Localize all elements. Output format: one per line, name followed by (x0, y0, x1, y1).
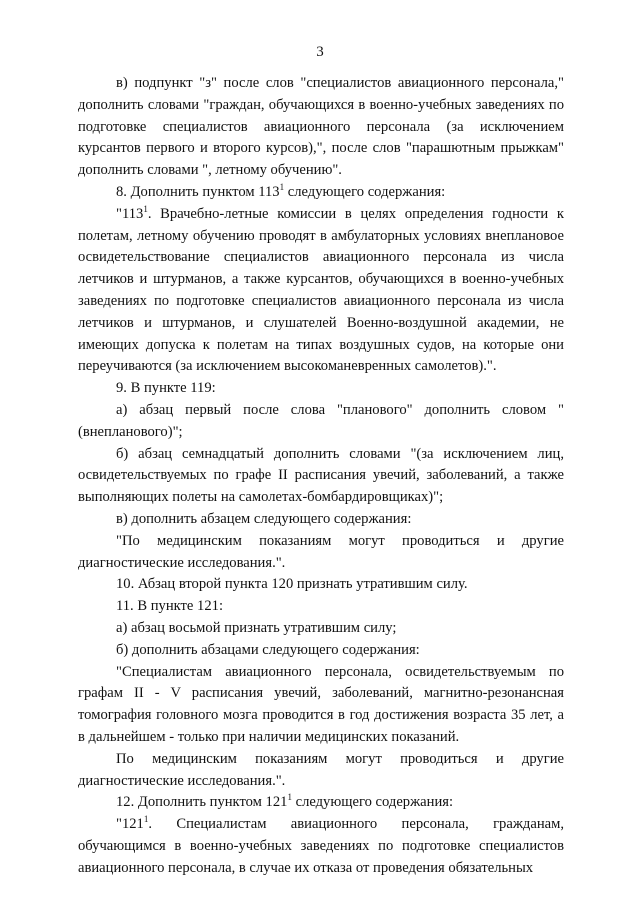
paragraph (78, 531, 564, 575)
paragraph (78, 596, 564, 618)
paragraph (78, 182, 564, 204)
paragraph (78, 749, 564, 793)
text-run: "113 (116, 205, 144, 222)
paragraph (78, 509, 564, 531)
text-run: "Специалистам авиационного персонала, освидетельствуемым по графам II - V расписания увечий, заболеваний, магнитно-резонансная томография головного мозга проводится в год достижения возраста 35 лет, а в дальнейшем - только при наличии медицинских показаний. (78, 663, 564, 745)
text-run: По медицинским показаниям могут проводиться и другие диагностические исследования.". (78, 750, 564, 789)
text-run: в) дополнить абзацем следующего содержания: (116, 510, 412, 527)
text-run: 12. Дополнить пунктом 121 (116, 794, 288, 811)
paragraph (78, 792, 564, 814)
text-run: 8. Дополнить пунктом 113 (116, 183, 280, 200)
paragraph (78, 73, 564, 182)
paragraph (78, 400, 564, 444)
text-run: б) абзац семнадцатый дополнить словами "(за исключением лиц, освидетельствуемых по графе II расписания увечий, заболеваний, а также выполняющих полеты на самолетах-бомбардировщиках)"; (78, 445, 564, 506)
paragraph (78, 204, 564, 378)
text-run: следующего содержания: (291, 794, 454, 811)
paragraph (78, 444, 564, 509)
paragraph (78, 640, 564, 662)
text-run: "121 (116, 816, 144, 833)
text-run: в) подпункт "з" после слов "специалистов авиационного персонала," дополнить словами "граждан, обучающихся в военно-учебных заведениях по подготовке специалистов авиационного персонала (за исключением курсантов первого и второго курсов),", после слов "парашютным прыжкам" дополнить словами ", летному обучению". (78, 75, 564, 179)
paragraph (78, 378, 564, 400)
text-run: "По медицинским показаниям могут проводиться и другие диагностические исследования.". (78, 532, 564, 571)
text-run: б) дополнить абзацами следующего содержания: (116, 641, 420, 658)
paragraph (78, 814, 564, 879)
text-run: а) абзац восьмой признать утратившим силу; (116, 619, 397, 636)
text-run: 11. В пункте 121: (116, 598, 223, 615)
superscript: 1 (287, 792, 292, 803)
superscript: 1 (143, 203, 148, 214)
text-run: . Специалистам авиационного персонала, гражданам, обучающимся в военно-учебных заведениях по подготовке специалистов авиационного персонала, в случае их отказа от проведения обязательных (78, 816, 564, 876)
superscript: 1 (279, 181, 285, 192)
paragraph (78, 574, 564, 596)
superscript: 1 (143, 814, 149, 825)
document-body (78, 73, 564, 879)
text-run: . Врачебно-летные комиссии в целях определения годности к полетам, летному обучению проводят в амбулаторных условиях внеплановое освидетельствование специалистов авиационного персонала из числа летчиков и штурманов, а также курсантов, обучающихся в военно-учебных заведениях по подготовке специалистов авиационного персонала из числа летчиков и штурманов, и слушателей Военно-воздушной академии, не имеющих допуска к полетам на типах воздушных судов, на которые они переучиваются (за исключением высокоманевренных самолетов).". (78, 205, 564, 375)
text-run: 9. В пункте 119: (116, 380, 216, 397)
paragraph (78, 618, 564, 640)
page-number: 3 (316, 44, 324, 60)
paragraph (78, 662, 564, 749)
text-run: следующего содержания: (284, 183, 446, 200)
text-run: 10. Абзац второй пункта 120 признать утратившим силу. (116, 576, 468, 593)
text-run: а) абзац первый после слова "планового" дополнить словом "(внепланового)"; (78, 401, 564, 440)
